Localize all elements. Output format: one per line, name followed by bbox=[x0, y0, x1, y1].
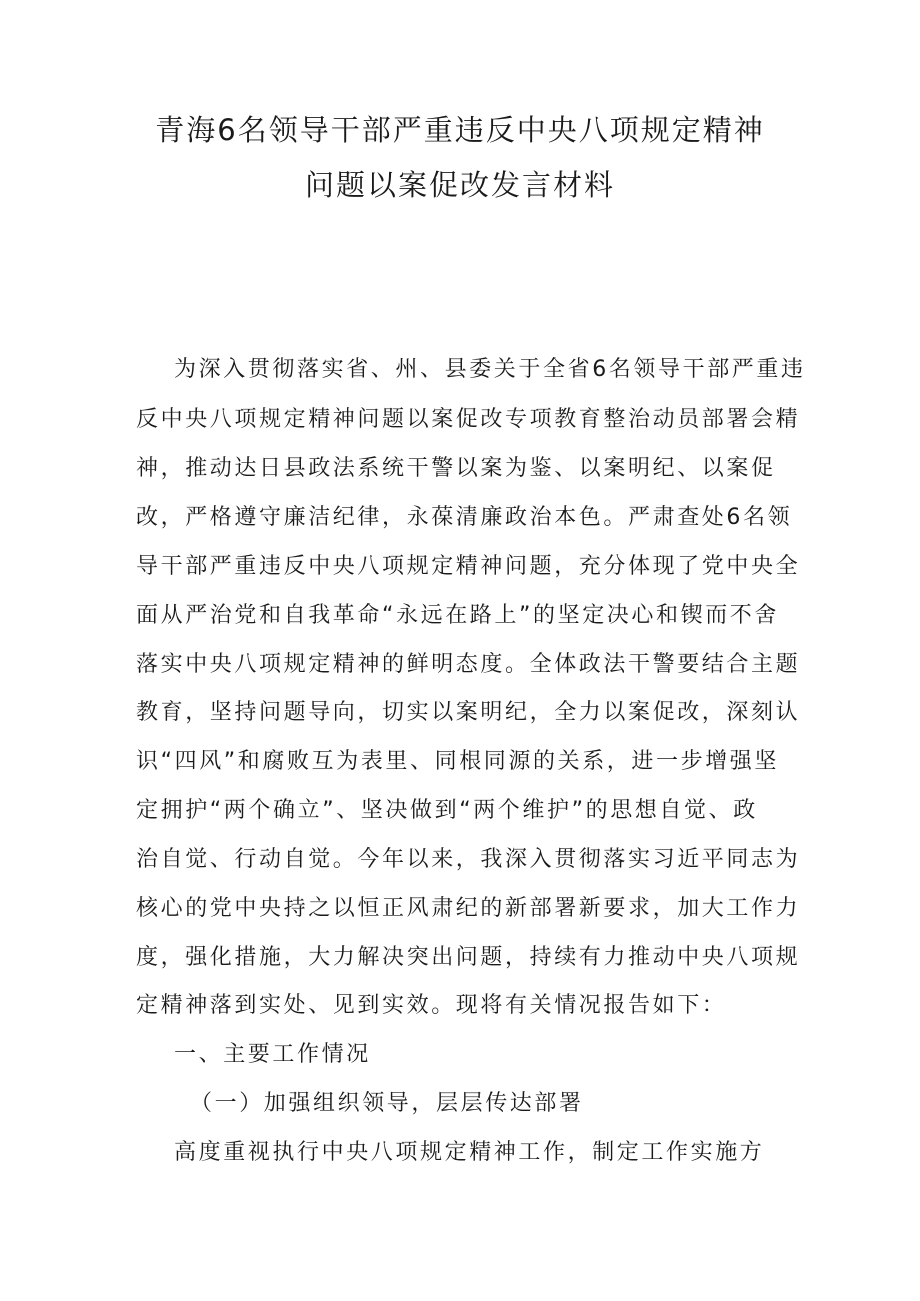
body-line: 反中央八项规定精神问题以案促改专项教育整治动员部署会精 bbox=[136, 407, 801, 432]
body-line-last: 高度重视执行中央八项规定精神工作，制定工作实施方 bbox=[174, 1140, 765, 1165]
body-line: 度，强化措施，大力解决突出问题，持续有力推动中央八项规 bbox=[136, 945, 801, 970]
body-line: 改，严格遵守廉洁纪律，永葆清廉政治本色。严肃查处6名领 bbox=[136, 505, 793, 530]
body-line: 定精神落到实处、见到实效。现将有关情况报告如下： bbox=[136, 993, 727, 1018]
section-heading-2: （一）加强组织领导，层层传达部署 bbox=[190, 1091, 584, 1116]
body-line: 神，推动达日县政法系统干警以案为鉴、以案明纪、以案促 bbox=[136, 456, 776, 481]
body-line: 导干部严重违反中央八项规定精神问题，充分体现了党中央全 bbox=[136, 554, 801, 579]
section-heading-1: 一、主要工作情况 bbox=[174, 1042, 371, 1067]
document-title-line-2: 问题以案促改发言材料 bbox=[304, 168, 615, 202]
body-line: 定拥护“两个确立”、坚决做到“两个维护”的思想自觉、政 bbox=[136, 798, 758, 823]
body-line: 为深入贯彻落实省、州、县委关于全省6名领导干部严重违 bbox=[174, 357, 806, 382]
document-title-line-1: 青海6名领导干部严重违反中央八项规定精神 bbox=[155, 113, 765, 147]
body-line: 落实中央八项规定精神的鲜明态度。全体政法干警要结合主题 bbox=[136, 652, 801, 677]
body-line: 面从严治党和自我革命“永远在路上”的坚定决心和锲而不舍 bbox=[136, 603, 779, 628]
body-line: 教育，坚持问题导向，切实以案明纪，全力以案促改，深刻认 bbox=[136, 700, 801, 725]
body-line: 核心的党中央持之以恒正风肃纪的新部署新要求，加大工作力 bbox=[136, 896, 801, 921]
body-line: 治自觉、行动自觉。今年以来，我深入贯彻落实习近平同志为 bbox=[136, 847, 801, 872]
body-line: 识“四风”和腐败互为表里、同根同源的关系，进一步增强坚 bbox=[136, 749, 779, 774]
